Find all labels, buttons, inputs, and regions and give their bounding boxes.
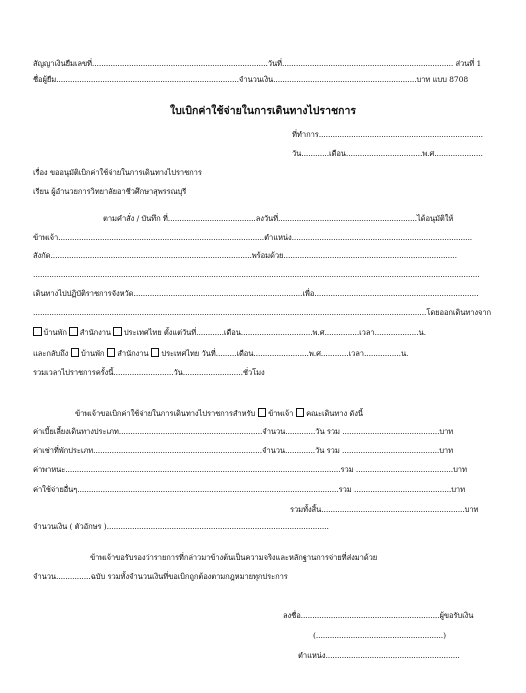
amount-in-words-line[interactable]: จำนวนเงิน ( ตัวอักษร )................................................................................................ <box>33 522 329 531</box>
companions-line[interactable]: ................................................................................................................................................................................................. <box>33 270 480 279</box>
departure-line: บ้านพัก สำนักงาน ประเทศไทย ตั้งแต่วันที่............เดือน...............................พ.ศ...............เวลา...................น. <box>33 327 426 338</box>
office-field[interactable]: ที่ทำการ....................................................................... <box>292 130 483 139</box>
subject-line: เรื่อง ขออนุมัติเบิกค่าใช้จ่ายในการเดินทางไปราชการ <box>33 168 202 177</box>
departure-datetime-field[interactable]: ตั้งแต่วันที่............เดือน...............................พ.ศ...............เวลา...................น. <box>163 328 426 337</box>
contract-number-line[interactable]: สัญญาเงินยืมเลขที่............................................................................วันที่.......................................................................... ส่วนที่ 1 <box>33 59 482 68</box>
checkbox-depart-home[interactable] <box>33 327 42 336</box>
purpose-line[interactable]: ..........................................................................................................................................................................โดยออกเดินทางจาก <box>33 308 492 317</box>
checkbox-return-home[interactable] <box>71 348 80 357</box>
borrower-line[interactable]: ชื่อผู้ยืม...............................................................................จำนวนเงิน..............................................................บาท แบบ 8708 <box>33 75 469 84</box>
vehicle-line[interactable]: ค่าพาหนะ.......................................................................................................................รวม ..........................................บาท <box>33 465 467 474</box>
allowance-line[interactable]: ค่าเบี้ยเลี้ยงเดินทางประเภท..............................................................จำนวน.............วัน รวม ..........................................บาท <box>33 427 454 436</box>
grand-total-line[interactable]: รวมทั้งสิ้น..............................................................บาท <box>290 505 479 514</box>
signature-line[interactable]: ลงชื่อ............................................................ผู้ขอรับเงิน <box>283 611 474 620</box>
destination-line[interactable]: เดินทางไปปฏิบัติราชการจังหวัด.........................................................................เพื่อ....................................................................... <box>33 289 479 298</box>
recipient-line: เรียน ผู้อำนวยการวิทยาลัยอาชีวศึกษาสุพรรณบุรี <box>33 187 187 196</box>
certification-line-1: ข้าพเจ้าขอรับรองว่ารายการที่กล่าวมาข้างต้นเป็นความจริงและหลักฐานการจ่ายที่ส่งมาด้วย <box>90 553 378 562</box>
checkbox-depart-thailand[interactable] <box>113 327 122 336</box>
traveler-name-line[interactable]: ข้าพเจ้า.........................................................................................ตำแหน่ง.............................................................................. <box>33 233 473 242</box>
checkbox-depart-office[interactable] <box>69 327 78 336</box>
checkbox-return-thailand[interactable] <box>151 348 160 357</box>
form-date-field[interactable]: วัน............เดือน.................................พ.ศ..................... <box>292 149 483 158</box>
total-time-line[interactable]: รวมเวลาไปราชการครั้งนี้..........................วัน..........................ชั่วโมง <box>33 368 265 377</box>
lodging-line[interactable]: ค่าเช่าที่พักประเภท.........................................................................จำนวน.............วัน รวม ..........................................บาท <box>33 446 454 455</box>
signer-name-line[interactable]: (.......................................................) <box>313 631 446 640</box>
order-reference-line[interactable]: ตามคำสั่ง / บันทึก ที่......................................ลงวันที่............................................................ได้อนุมัติให้ <box>103 214 454 223</box>
affiliation-line[interactable]: สังกัด.......................................................................................พร้อมด้วย........................................................................... <box>33 251 457 260</box>
signer-position-line[interactable]: ตำแหน่ง.......................................................... <box>298 651 460 660</box>
return-line: และกลับถึง บ้านพัก สำนักงาน ประเทศไทย วันที่.........เดือน........................พ.ศ............เวลา................น. <box>33 349 409 358</box>
return-datetime-field[interactable]: วันที่.........เดือน........................พ.ศ............เวลา................น. <box>201 349 409 358</box>
certification-line-2[interactable]: จำนวน...............ฉบับ รวมทั้งจำนวนเงินที่ขอเบิกถูกต้องตามกฎหมายทุกประการ <box>33 572 288 581</box>
form-title: ใบเบิกค่าใช้จ่ายในการเดินทางไปราชการ <box>169 105 356 117</box>
checkbox-claim-self[interactable] <box>258 408 267 417</box>
checkbox-claim-group[interactable] <box>296 408 305 417</box>
checkbox-return-office[interactable] <box>107 348 116 357</box>
other-expense-line[interactable]: ค่าใช้จ่ายอื่นๆ.................................................................................................................รวม ..........................................บาท <box>33 485 465 494</box>
claim-for-line: ข้าพเจ้าขอเบิกค่าใช้จ่ายในการเดินทางไปราชการสำหรับ ข้าพเจ้า คณะเดินทาง ดังนี้ <box>75 409 363 418</box>
